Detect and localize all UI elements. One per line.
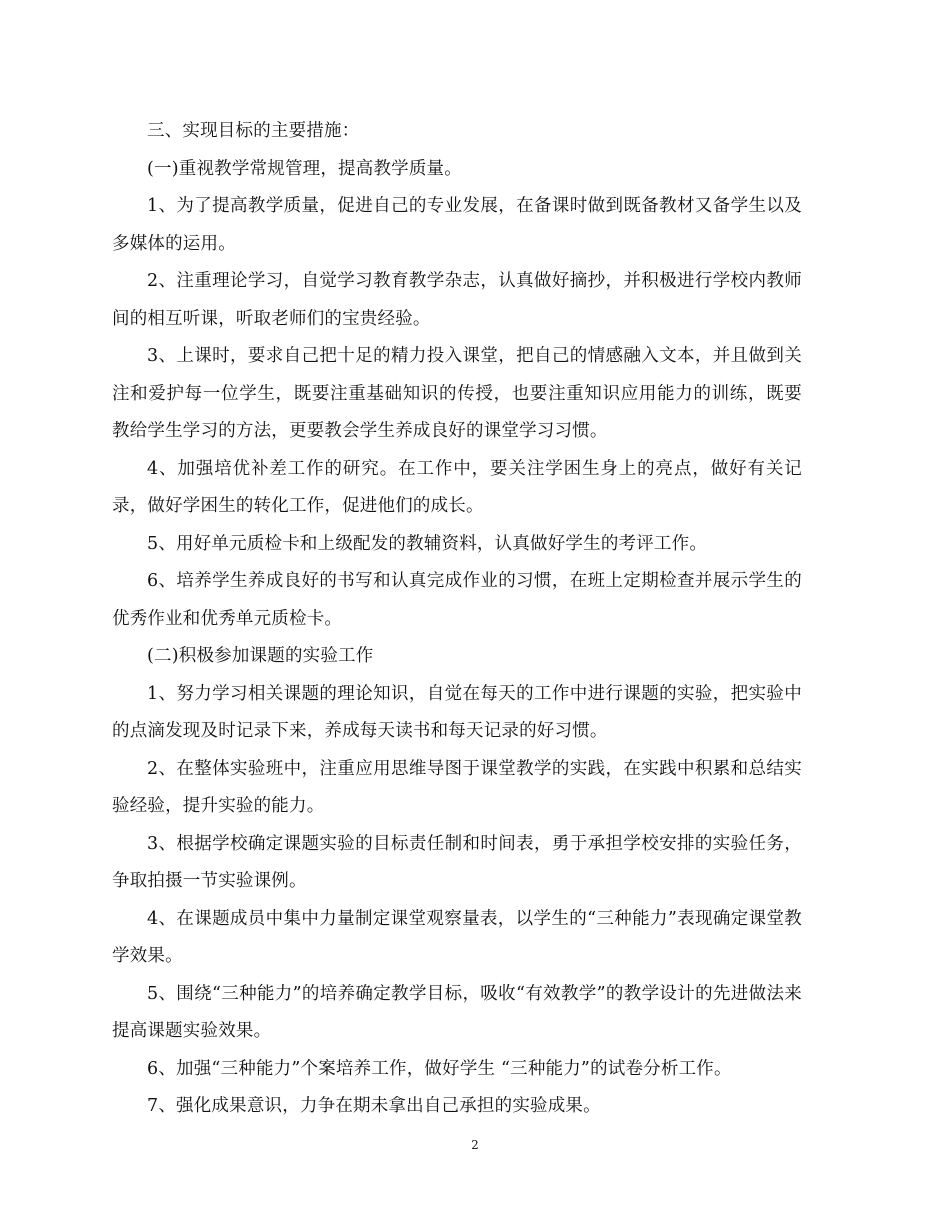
paragraph-item: 2、在整体实验班中，注重应用思维导图于课堂教学的实践，在实践中积累和总结实验经验，提升实验的能力。 [112, 758, 802, 816]
paragraph-item: 2、注重理论学习，自觉学习教育教学杂志，认真做好摘抄，并积极进行学校内教师间的相互听课，听取老师们的宝贵经验。 [112, 271, 802, 329]
paragraph-item: 1、为了提高教学质量，促进自己的专业发展，在备课时做到既备教材又备学生以及多媒体的运用。 [112, 196, 802, 254]
paragraph-item: 7、强化成果意识，力争在期未拿出自己承担的实验成果。 [147, 1096, 601, 1116]
paragraph-item: 3、根据学校确定课题实验的目标责任制和时间表，勇于承担学校安排的实验任务，争取拍摄一节实验课例。 [112, 833, 802, 891]
paragraph-item: 6、培养学生养成良好的书写和认真完成作业的习惯，在班上定期检查并展示学生的优秀作业和优秀单元质检卡。 [112, 571, 802, 629]
subsection-heading-2: (二)积极参加课题的实验工作 [147, 646, 374, 666]
paragraph-item: 4、加强培优补差工作的研究。在工作中，要关注学困生身上的亮点，做好有关记录，做好学困生的转化工作，促进他们的成长。 [112, 458, 802, 516]
subsection-heading-1: (一)重视教学常规管理，提高教学质量。 [147, 158, 462, 179]
paragraph-item: 1、努力学习相关课题的理论知识，自觉在每天的工作中进行课题的实验，把实验中的点滴发现及时记录下来，养成每天读书和每天记录的好习惯。 [112, 683, 802, 741]
paragraph-item: 5、围绕“三种能力”的培养确定教学目标，吸收“有效教学”的教学设计的先进做法来提高课题实验效果。 [112, 983, 802, 1041]
paragraph-item: 6、加强“三种能力”个案培养工作，做好学生 “三种能力”的试卷分析工作。 [147, 1058, 732, 1079]
section-heading: 三、实现目标的主要措施： [147, 121, 360, 141]
page-body [112, 113, 802, 1126]
paragraph-item: 3、上课时，要求自己把十足的精力投入课堂，把自己的情感融入文本，并且做到关注和爱护每一位学生，既要注重基础知识的传授，也要注重知识应用能力的训练，既要教给学生学习的方法，更要教会学生养成良好的课堂学习习惯。 [112, 346, 802, 441]
paragraph-item: 5、用好单元质检卡和上级配发的教辅资料，认真做好学生的考评工作。 [147, 533, 708, 554]
page-number: 2 [471, 1138, 479, 1152]
paragraph-item: 4、在课题成员中集中力量制定课堂观察量表，以学生的“三种能力”表现确定课堂教学效果。 [112, 908, 802, 966]
